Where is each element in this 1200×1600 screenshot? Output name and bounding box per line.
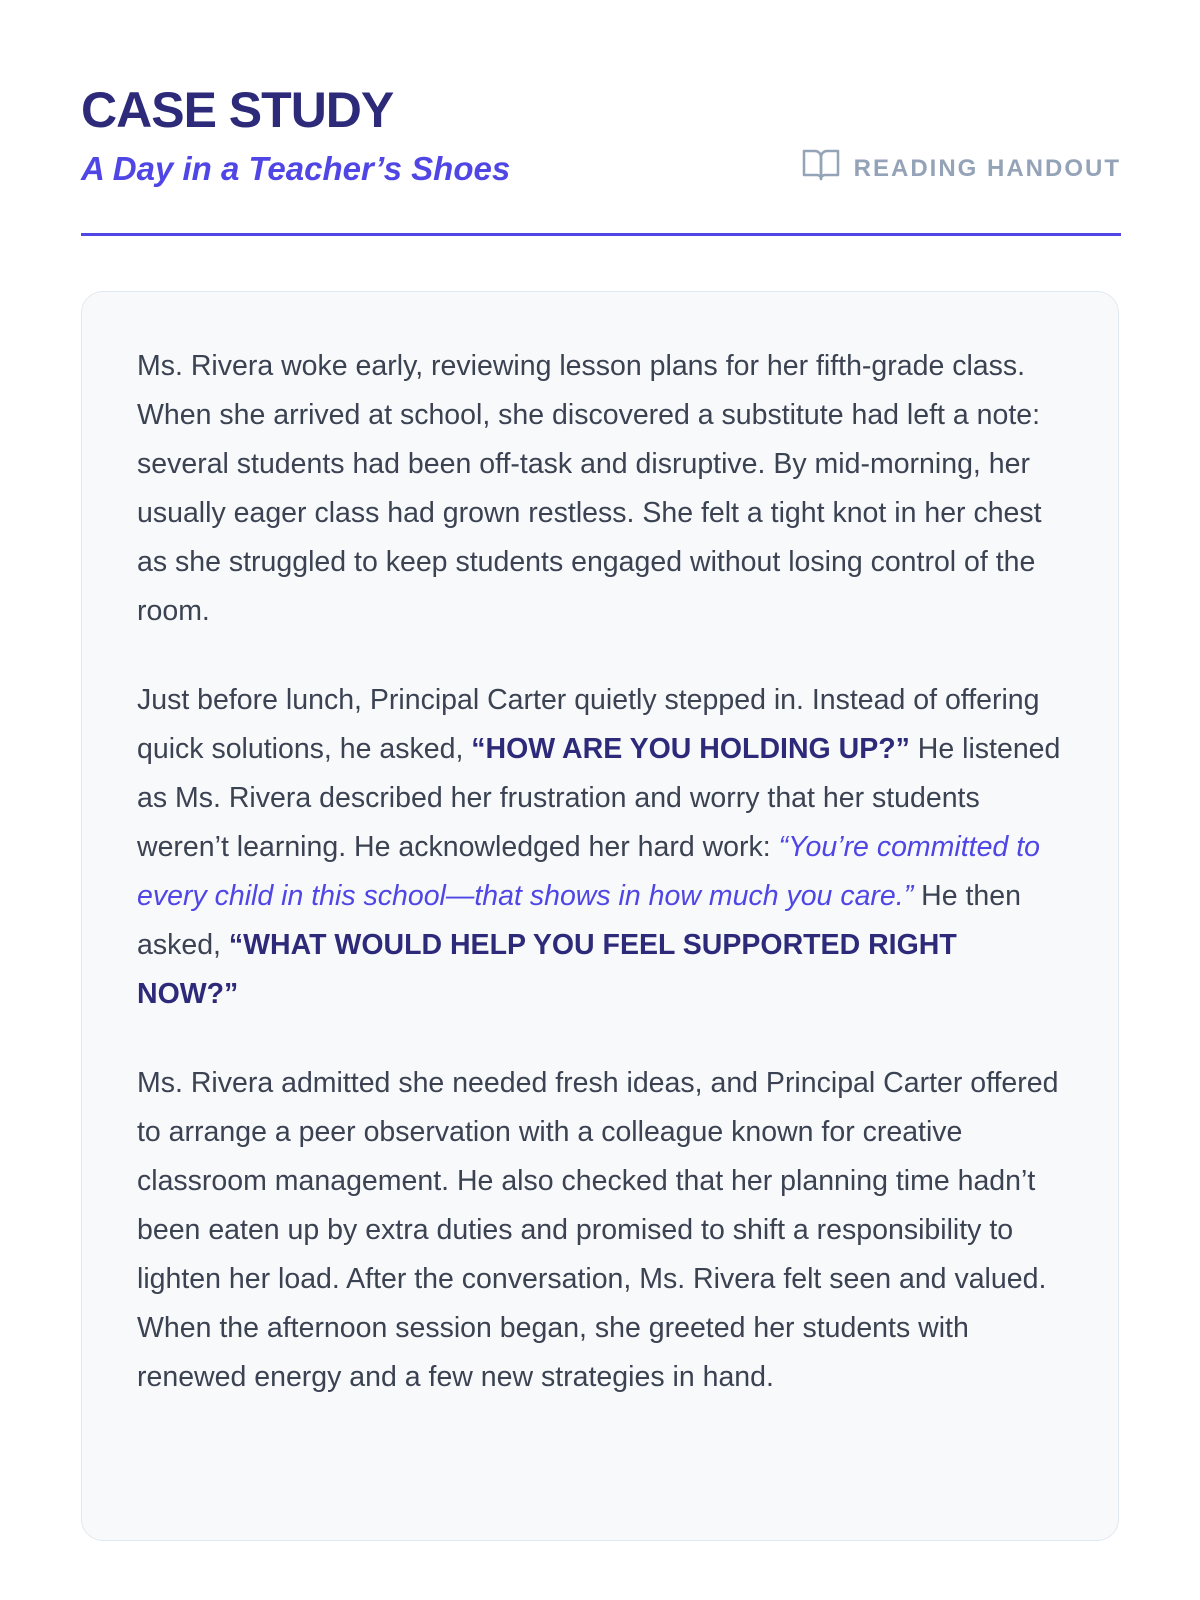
case-study-card bbox=[81, 291, 1119, 1541]
p2-text-b: He listened as Ms. Rivera described her frustration and worry that her students weren’t learning. He acknowledged her hard work: bbox=[137, 733, 1061, 863]
page-title: CASE STUDY bbox=[81, 82, 394, 138]
reading-handout-tag bbox=[802, 148, 1121, 189]
quote: “You’re committed to every child in this school—that shows in how much you care.” bbox=[137, 831, 1040, 912]
p2-text-c: He then asked, bbox=[137, 880, 1021, 961]
header-divider bbox=[81, 233, 1121, 236]
p2-text-a: Just before lunch, Principal Carter quietly stepped in. Instead of offering quick solutions, he asked, bbox=[137, 684, 1040, 765]
paragraph-2 bbox=[137, 676, 1063, 1019]
book-open-icon bbox=[802, 148, 840, 189]
paragraph-1: Ms. Rivera woke early, reviewing lesson plans for her fifth-grade class. When she arrived at school, she discovered a substitute had left a note: several students had been off-task and disruptive. By mid-morning, her usually eager class had grown restless. She felt a tight knot in her chest as she struggled to keep students engaged without losing control of the room. bbox=[137, 350, 1042, 627]
tag-label: READING HANDOUT bbox=[853, 154, 1121, 182]
subtitle-row bbox=[81, 148, 1121, 189]
question-2: “WHAT WOULD HELP YOU FEEL SUPPORTED RIGHT NOW?” bbox=[137, 929, 957, 1010]
header bbox=[81, 80, 1121, 189]
paragraph-3: Ms. Rivera admitted she needed fresh ideas, and Principal Carter offered to arrange a peer observation with a colleague known for creative classroom management. He also checked that her planning time hadn’t been eaten up by extra duties and promised to shift a responsibility to lighten her load. After the conversation, Ms. Rivera felt seen and valued. When the afternoon session began, she greeted her students with renewed energy and a few new strategies in hand. bbox=[137, 1067, 1059, 1393]
question-1: “HOW ARE YOU HOLDING UP?” bbox=[471, 733, 910, 765]
subtitle: A Day in a Teacher’s Shoes bbox=[81, 149, 511, 187]
